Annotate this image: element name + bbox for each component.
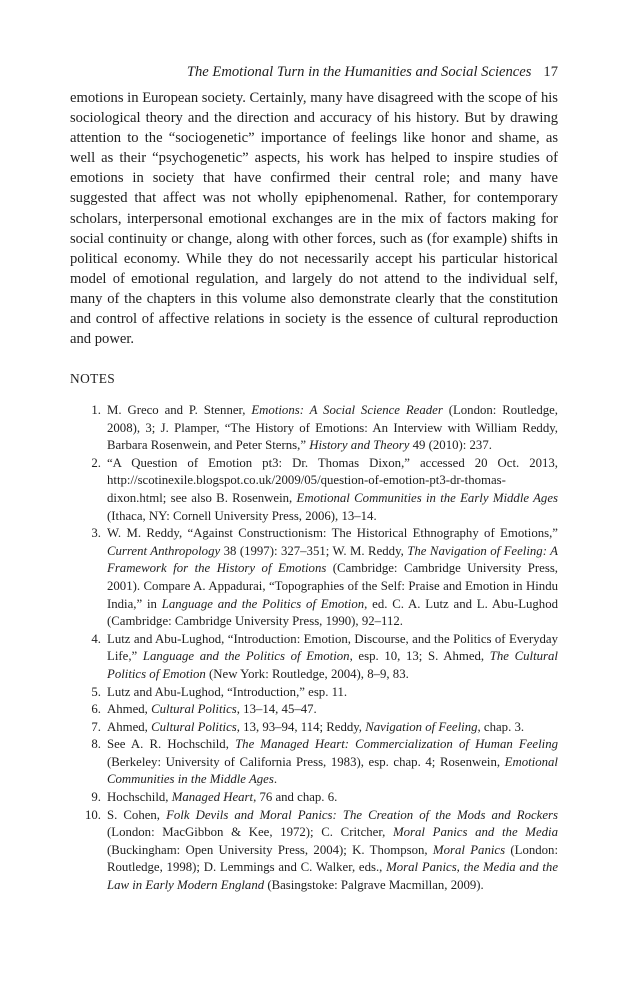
note-text: Lutz and Abu-Lughod, “Introduction: Emotion, Discourse, and the Politics of Everyday Life,” (107, 631, 558, 664)
note-number: 1. (91, 403, 101, 417)
note-number: 8. (91, 737, 101, 752)
note-text: (London: Routledge, 1998); D. Lemmings and C. Walker, eds., (107, 842, 558, 875)
note-title-italic: Emotional Communities in the Early Middle Ages (296, 490, 558, 505)
note-text: (Buckingham: Open University Press, 2004); K. Thompson, (107, 842, 433, 857)
note-number: 2. (91, 455, 101, 470)
note-item (70, 455, 558, 525)
note-text: . (273, 772, 278, 787)
page-number: 17 (543, 64, 558, 80)
note-text: , 13–14, 45–47. (236, 702, 317, 717)
note-title-italic: Navigation of Feeling (365, 719, 478, 734)
note-text: Lutz and Abu-Lughod, “Introduction,” esp. 11. (107, 684, 348, 699)
note-item (70, 402, 558, 455)
note-text: (Basingstoke: Palgrave Macmillan, 2009). (264, 878, 484, 893)
note-item (70, 525, 558, 631)
note-title-italic: Moral Panics and the Media (392, 825, 558, 840)
note-title-italic: Language and the Politics of Emotion (161, 596, 365, 611)
note-number: 10. (85, 807, 101, 822)
note-number: 5. (91, 684, 101, 699)
note-text: (Cambridge: Cambridge University Press, 2001). Compare A. Appadurai, “Topographies of the Self: Praise and Emotion in Hindu India,” in (107, 561, 558, 611)
note-item (70, 789, 558, 807)
note-title-italic: Language and the Politics of Emotion (142, 649, 350, 664)
note-number: 6. (91, 702, 101, 717)
note-number: 7. (91, 719, 101, 734)
note-item (70, 631, 558, 684)
note-text: , chap. 3. (477, 719, 525, 734)
note-text: (London: MacGibbon & Kee, 1972); C. Critcher, (107, 825, 393, 840)
note-title-italic: Current Anthropology (107, 543, 221, 558)
note-title-italic: Emotional Communities in the Middle Ages (107, 754, 558, 787)
note-text: (Berkeley: University of California Press, 1983), esp. chap. 4; Rosenwein, (107, 754, 505, 769)
note-title-italic: Folk Devils and Moral Panics: The Creation of the Mods and Rockers (166, 807, 558, 822)
note-text: “A Question of Emotion pt3: Dr. Thomas Dixon,” accessed 20 Oct. 2013, http://scotinexile.blogspot.co.uk/2009/05/question-of-emotion-pt3-dr-​thomas-dixon.html; see also B. Rosenwein, (107, 455, 558, 505)
note-number: 4. (91, 631, 101, 646)
note-title-italic: Managed Heart (171, 790, 254, 805)
note-text: Ahmed, (107, 719, 152, 734)
note-text: (London: Routledge, 2008), 3; J. Plamper, “The History of Emotions: An Interview with William Reddy, Barbara Rosenwein, and Peter Sterns,” (107, 403, 558, 453)
note-item (70, 719, 558, 737)
running-head-title: The Emotional Turn in the Humanities and Social Sciences (186, 64, 532, 80)
note-text: 38 (1997): 327–351; W. M. Reddy, (220, 543, 408, 558)
note-text: Ahmed, (107, 702, 152, 717)
note-text: See A. R. Hochschild, (107, 737, 236, 752)
running-head (70, 62, 558, 82)
note-title-italic: The Navigation of Feeling: A Framework for the History of Emotions (107, 543, 558, 576)
note-text: Hochschild, (107, 790, 172, 805)
note-item (70, 807, 558, 895)
note-title-italic: Emotions: A Social Science Reader (251, 403, 443, 417)
note-text: W. M. Reddy, “Against Constructionism: The Historical Ethnography of Emotions,” (107, 526, 558, 541)
body-paragraph: emotions in European society. Certainly, many have disagreed with the scope of his sociological theory and the direction and accuracy of his history. But by drawing attention to the “sociogenetic” importance of feelings like honor and shame, as well as their “psychogenetic” aspects, his work has helped to inspire studies of emotions in society that have confirmed their central role; and many have suggested that affect was not wholly epiphenomenal. Rather, for contemporary scholars, interpersonal emotional exchanges are in the mix of factors making for social continuity or change, along with other forces, such as (for example) shifts in political economy. While they do not necessarily accept his particular historical model of emotional regulation, and largely do not attend to the individual self, many of the chapters in this volume also demonstrate clearly that the constitution and control of affective relations in society is the essence of cultural reproduction and power. (70, 90, 558, 348)
note-number: 3. (91, 526, 101, 541)
note-text: , 13, 93–94, 114; Reddy, (236, 719, 366, 734)
note-item (70, 684, 558, 702)
note-item (70, 701, 558, 719)
note-text: S. Cohen, (107, 807, 167, 822)
note-title-italic: The Managed Heart: Commercialization of Human Feeling (235, 737, 558, 752)
note-title-italic: The Cultural Politics of Emotion (107, 649, 558, 681)
note-text: M. Greco and P. Stenner, (107, 403, 252, 417)
note-title-italic: Cultural Politics (151, 719, 237, 734)
note-text: 49 (2010): 237. (409, 438, 492, 453)
note-text: (Ithaca, NY: Cornell University Press, 2006), 13–14. (107, 508, 377, 523)
notes-list (70, 402, 558, 895)
note-title-italic: Moral Panics, the Media and the Law in Early Modern England (107, 860, 559, 893)
note-text: (New York: Routledge, 2004), 8–9, 83. (205, 666, 409, 681)
note-title-italic: History and Theory (309, 438, 410, 453)
note-text: , ed. C. A. Lutz and L. Abu-Lughod (Cambridge: Cambridge University Press, 1990), 92–112. (107, 596, 558, 629)
notes-heading: NOTES (70, 371, 116, 386)
note-item (70, 736, 558, 789)
note-text: , 76 and chap. 6. (253, 790, 338, 805)
note-title-italic: Cultural Politics (151, 702, 237, 717)
note-title-italic: Moral Panics (432, 842, 506, 857)
note-number: 9. (91, 790, 101, 805)
note-text: , esp. 10, 13; S. Ahmed, (349, 649, 490, 664)
